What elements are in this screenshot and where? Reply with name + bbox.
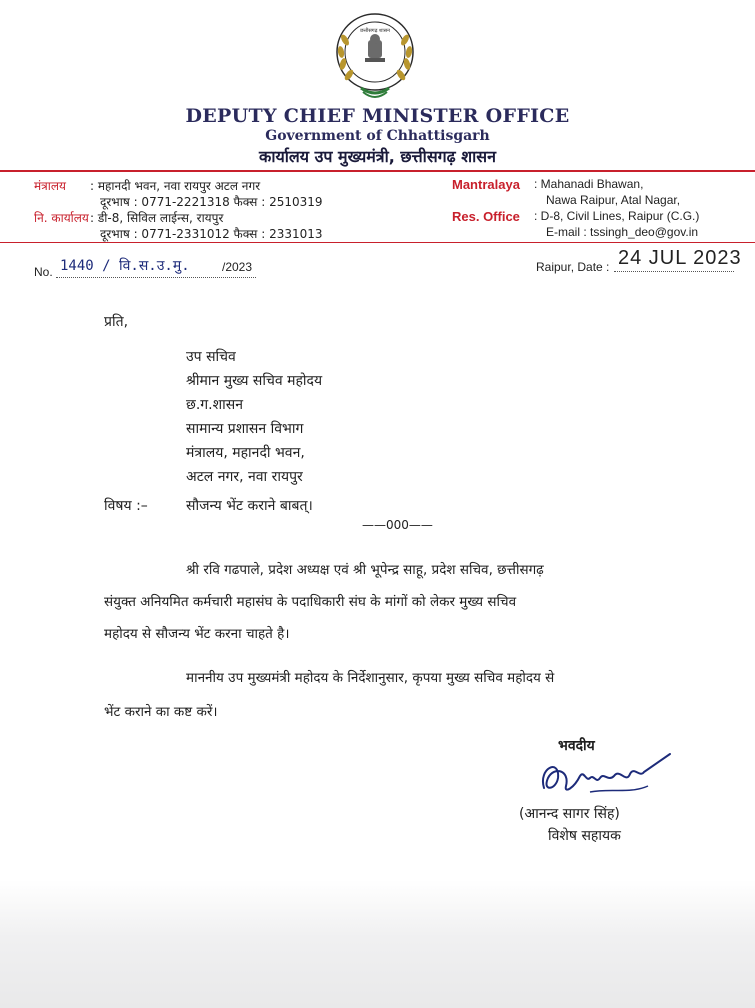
mantralaya-line1-english: : Mahanadi Bhawan, [534,177,644,191]
government-title: Government of Chhattisgarh [265,128,490,144]
email-address: E-mail : tssingh_deo@gov.in [546,225,699,239]
paragraph-1-line: संयुक्त अनियमित कर्मचारी महासंघ के पदाधिकारी संघ के मांगों को लेकर मुख्य सचिव [104,594,517,610]
res-office-address-hindi: : डी-8, सिविल लाईन्स, रायपुर [90,211,224,225]
mantralaya-label-english: Mantralaya [452,177,520,192]
date-label: Raipur, Date : [536,260,610,274]
recipient-line: अटल नगर, नवा रायपुर [186,469,303,485]
mantralaya-label-hindi: मंत्रालय [34,179,67,193]
recipient-line: श्रीमान मुख्य सचिव महोदय [186,373,323,389]
ref-no-dotline [56,277,256,278]
res-office-phone-hindi: दूरभाष : 0771-2331012 फैक्स : 2331013 [100,227,323,241]
office-title: DEPUTY CHIEF MINISTER OFFICE [185,105,570,127]
res-office-label-hindi: नि. कार्यालय [34,211,89,225]
recipient-line: मंत्रालय, महानदी भवन, [186,445,305,461]
mantralaya-line2-english: Nawa Raipur, Atal Nagar, [546,193,681,207]
emblem-logo [331,10,419,104]
date-stamp: 24 JUL 2023 [618,247,742,269]
page-bottom-shadow [0,880,755,1008]
signatory-title: विशेष सहायक [548,828,621,844]
paragraph-1-line: श्री रवि गढपाले, प्रदेश अध्यक्ष एवं श्री भूपेन्द्र साहू, प्रदेश सचिव, छत्तीसगढ़ [186,562,544,578]
recipient-line: सामान्य प्रशासन विभाग [186,421,304,437]
date-dotline [614,271,734,272]
mantralaya-address-hindi: : महानदी भवन, नवा रायपुर अटल नगर [90,179,261,193]
ref-no-label: No. [34,265,53,279]
res-office-label-english: Res. Office [452,209,520,224]
closing: भवदीय [558,738,595,754]
subject-text: सौजन्य भेंट कराने बाबत्। [186,498,313,514]
paragraph-2-line: माननीय उप मुख्यमंत्री महोदय के निर्देशानुसार, कृपया मुख्य सचिव महोदय से [186,670,555,686]
office-title-hindi: कार्यालय उप मुख्यमंत्री, छत्तीसगढ़ शासन [259,147,496,166]
recipient-line: उप सचिव [186,349,236,365]
res-office-line1-english: : D-8, Civil Lines, Raipur (C.G.) [534,209,700,223]
ref-year: /2023 [222,260,253,274]
mantralaya-phone-hindi: दूरभाष : 0771-2221318 फैक्स : 2510319 [100,195,323,209]
emblem-text: छत्तीसगढ़ शासन [360,28,390,34]
signature-scribble [530,748,680,810]
paragraph-2-line: भेंट कराने का कष्ट करें। [104,704,218,720]
header-top-rule [0,170,755,172]
recipient-line: छ.ग.शासन [186,397,243,413]
subject-label: विषय :– [104,498,148,514]
paragraph-1-line: महोदय से सौजन्य भेंट करना चाहते है। [104,626,290,642]
separator: ——000—— [362,518,433,532]
header-bottom-rule [0,242,755,243]
ref-number: 1440 / वि.स.उ.मु. [60,258,190,274]
salutation: प्रति, [104,314,129,330]
signatory-name: (आनन्द सागर सिंह) [519,806,620,822]
